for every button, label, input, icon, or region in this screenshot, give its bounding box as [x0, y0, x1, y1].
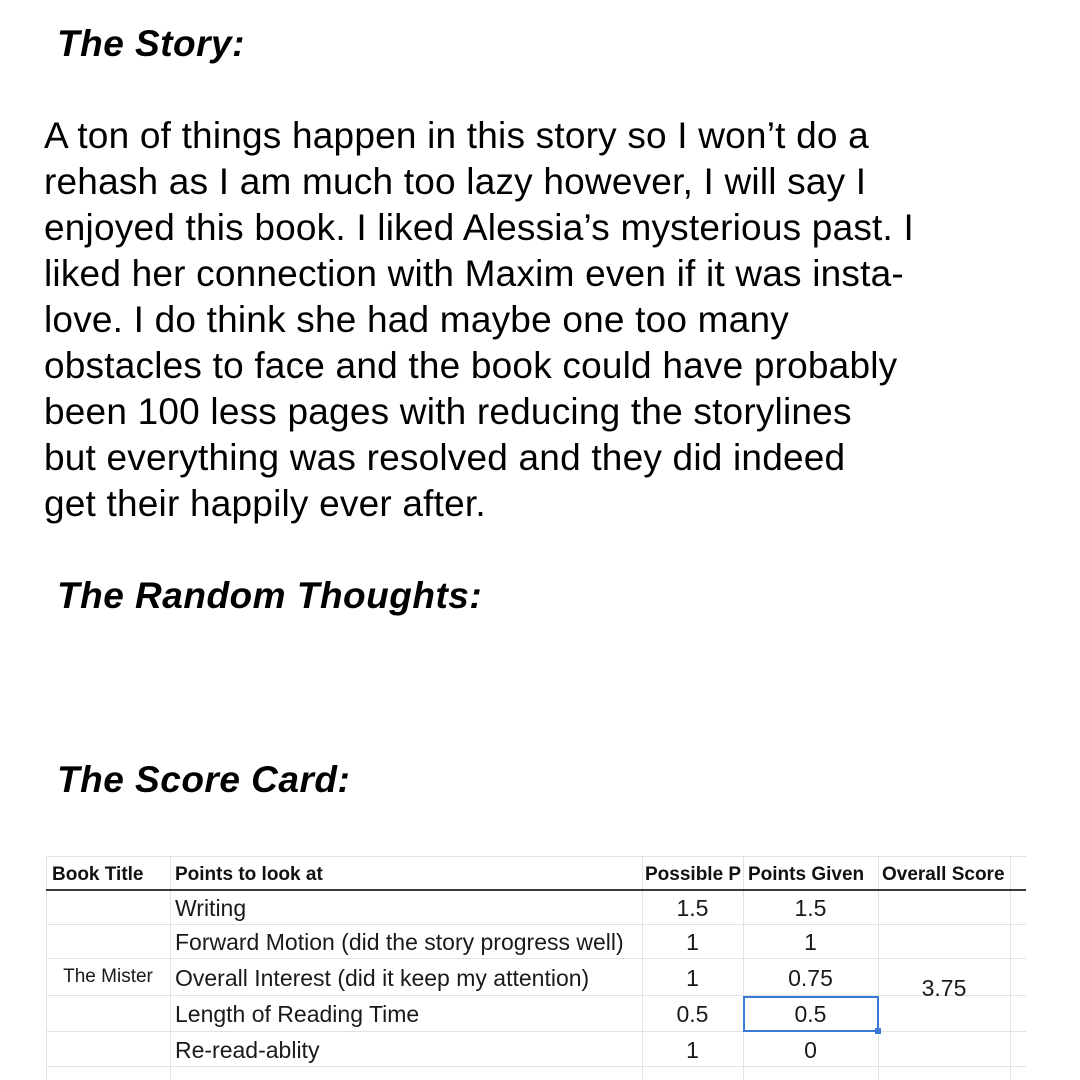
points-given-cell[interactable]: 0: [804, 1037, 817, 1063]
header-book-title[interactable]: Book Title: [52, 864, 144, 885]
criterion-cell[interactable]: Writing: [175, 895, 247, 921]
header-possible-points[interactable]: Possible P: [645, 864, 742, 885]
criterion-cell[interactable]: Forward Motion (did the story progress well): [175, 929, 624, 955]
possible-points-cell[interactable]: 1.5: [676, 895, 709, 921]
criterion-cell[interactable]: Overall Interest (did it keep my attention): [175, 965, 590, 991]
story-line: been 100 less pages with reducing the storylines: [44, 391, 852, 432]
story-line: but everything was resolved and they did indeed: [44, 437, 846, 478]
story-line: enjoyed this book. I liked Alessia’s mysterious past. I: [44, 207, 914, 248]
criterion-cell[interactable]: Length of Reading Time: [175, 1001, 420, 1027]
possible-points-cell[interactable]: 1: [686, 929, 699, 955]
header-points-to-look-at[interactable]: Points to look at: [175, 864, 323, 885]
story-line: liked her connection with Maxim even if it was insta-: [44, 253, 904, 294]
story-line: get their happily ever after.: [44, 483, 486, 524]
points-given-cell[interactable]: 1.5: [794, 895, 827, 921]
story-line: obstacles to face and the book could have probably: [44, 345, 898, 386]
score-card-spreadsheet: [46, 856, 1026, 1080]
possible-points-cell[interactable]: 1: [686, 965, 699, 991]
header-points-given[interactable]: Points Given: [748, 864, 865, 885]
criterion-cell[interactable]: Re-read-ablity: [175, 1037, 320, 1063]
score-card-heading: The Score Card:: [57, 759, 351, 800]
random-thoughts-heading: The Random Thoughts:: [57, 575, 483, 616]
story-paragraph: [44, 113, 1054, 527]
story-line: love. I do think she had maybe one too many: [44, 299, 789, 340]
possible-points-cell[interactable]: 1: [686, 1037, 699, 1063]
overall-score-cell[interactable]: 3.75: [921, 975, 967, 1001]
story-heading: The Story:: [57, 23, 245, 64]
points-given-cell[interactable]: 1: [804, 929, 817, 955]
gridline: [46, 856, 1026, 857]
story-line: rehash as I am much too lazy however, I will say I: [44, 161, 867, 202]
selected-cell-outline: [743, 996, 879, 1032]
book-title-cell[interactable]: The Mister: [63, 966, 153, 987]
points-given-cell[interactable]: 0.75: [788, 965, 833, 991]
story-line: A ton of things happen in this story so I won’t do a: [44, 115, 869, 156]
points-given-cell-selected[interactable]: 0.5: [794, 1001, 827, 1027]
header-overall-score[interactable]: Overall Score: [882, 864, 1005, 885]
possible-points-cell[interactable]: 0.5: [676, 1001, 709, 1027]
